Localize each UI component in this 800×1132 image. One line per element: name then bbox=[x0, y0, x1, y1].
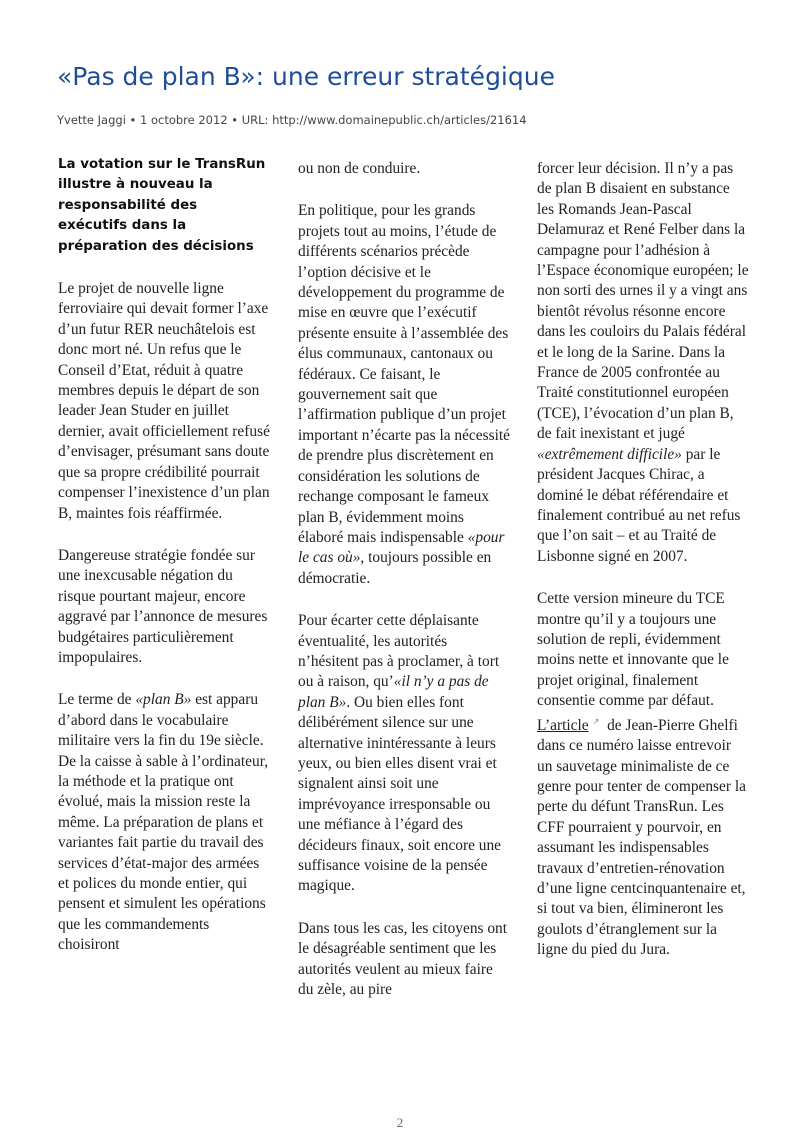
text-run: de Jean-Pierre Ghelfi dans ce numéro laisse entrevoir un sauvetage minimaliste de ce genre pour tenter de compenser la perte du défunt TransRun. Les CFF pourraient y pourvoir, en assumant les indispensables travaux d’entretien-rénovation d’une ligne centcinquantenaire et, si tout va bien, élimineront les goulots d’étranglement sur la ligne du pied du Jura. bbox=[537, 716, 746, 959]
emphasis: «pour le cas où» bbox=[298, 528, 505, 567]
article-title: «Pas de plan B»: une erreur stratégique bbox=[57, 62, 555, 91]
text-run: par le président Jacques Chirac, a dominé le débat référendaire et finalement contribué au net refus que l’on sait – et au Traité de Lisbonne signé en 2007. bbox=[537, 445, 741, 565]
paragraph: ou non de conduire. bbox=[298, 160, 421, 177]
paragraph bbox=[298, 611, 510, 897]
text-run: Le terme de bbox=[58, 691, 136, 709]
paragraph: Le projet de nouvelle ligne ferroviaire qui devait former l’axe d’un futur RER neuchâtelois est donc mort né. Un refus que le Conseil d’Etat, réduit à quatre membres depuis le départ de son leader Jean Studer en juillet dernier, avait officiellement refusé d’envisager, présumant sans doute que sa propre crédibilité pourrait compenser l’inexistence d’un plan B, maintes fois réaffirmée. bbox=[58, 280, 270, 522]
article-link[interactable]: L’article bbox=[537, 716, 589, 734]
paragraph bbox=[58, 690, 270, 955]
text-run: Cette version mineure du TCE montre qu’il y a toujours une solution de repli, évidemment moins nette et innovante que le projet original, finalement consentie comme par défaut. bbox=[537, 590, 729, 710]
article-lead: La votation sur le TransRun illustre à nouveau la responsabilité des exécutifs dans la préparation des décisions bbox=[58, 157, 266, 254]
column-2 bbox=[298, 159, 510, 1022]
paragraph bbox=[537, 589, 749, 960]
column-1 bbox=[58, 155, 270, 978]
article-meta: Yvette Jaggi • 1 octobre 2012 • URL: http://www.domainepublic.ch/articles/21614 bbox=[57, 113, 527, 127]
external-link-icon: ↗ bbox=[592, 716, 600, 726]
text-run: , toujours possible en démocratie. bbox=[298, 549, 492, 587]
emphasis: «extrêmement difficile» bbox=[537, 445, 682, 463]
text-run: Pour écarter cette déplaisante éventualité, les autorités n’hésitent pas à proclamer, à tort ou à raison, qu’ bbox=[298, 612, 500, 691]
emphasis: «plan B» bbox=[135, 691, 192, 709]
paragraph: Dangereuse stratégie fondée sur une inexcusable négation du risque pourtant majeur, encore aggravé par l’annonce de mesures budgétaires particulièrement impopulaires. bbox=[58, 546, 268, 666]
paragraph: Dans tous les cas, les citoyens ont le désagréable sentiment que les autorités veulent au mieux faire du zèle, au pire bbox=[298, 919, 508, 999]
text-run: est apparu d’abord dans le vocabulaire militaire vers la fin du 19e siècle. De la caisse à sable à l’ordinateur, la méthode et la pratique ont évolué, mais la mission reste la même. La préparation de plans et variantes fait partie du travail des services d’état-major des armées et polices du monde entier, qui pensent et simulent les opérations que les commandements choisiront bbox=[58, 691, 269, 954]
emphasis: «il n’y a pas de plan B» bbox=[298, 673, 489, 711]
paragraph bbox=[537, 159, 749, 567]
text-run: forcer leur décision. Il n’y a pas de plan B disaient en substance les Romands Jean-Pascal Delamuraz et René Felber dans la campagne pour l’adhésion à l’Espace économique européen; le non sorti des urnes il y a vingt ans bientôt révolus résonne encore dans les couloirs du Palais fédéral et le long de la Sarine. Dans la France de 2005 confrontée au Traité constitutionnel européen (TCE), l’évocation d’un plan B, de fait inexistant et jugé bbox=[537, 160, 749, 443]
page-number: 2 bbox=[396, 1115, 404, 1130]
text-run: En politique, pour les grands projets tout au moins, l’étude de différents scénarios précède l’option décisive et le développement du programme de mise en œuvre que l’exécutif présente ensuite à l’assemblée des élus communaux, cantonaux ou fédéraux. Ce faisant, le gouvernement sait que l’affirmation publique d’un projet important n’écarte pas la nécessité de prendre plus discrètement en considération les solutions de rechange composant le fameux plan B, évidemment moins élaboré mais indispensable bbox=[298, 202, 510, 546]
paragraph bbox=[298, 201, 510, 589]
column-3 bbox=[537, 159, 749, 983]
text-run: . Ou bien elles font délibérément silence sur une alternative inintéressante à leurs yeux, ou bien elles disent vrai et signalent ainsi soit une imprévoyance irresponsable ou une méfiance à l’égard des décideurs finaux, soit encore une suffisance voisine de la pensée magique. bbox=[298, 693, 501, 895]
